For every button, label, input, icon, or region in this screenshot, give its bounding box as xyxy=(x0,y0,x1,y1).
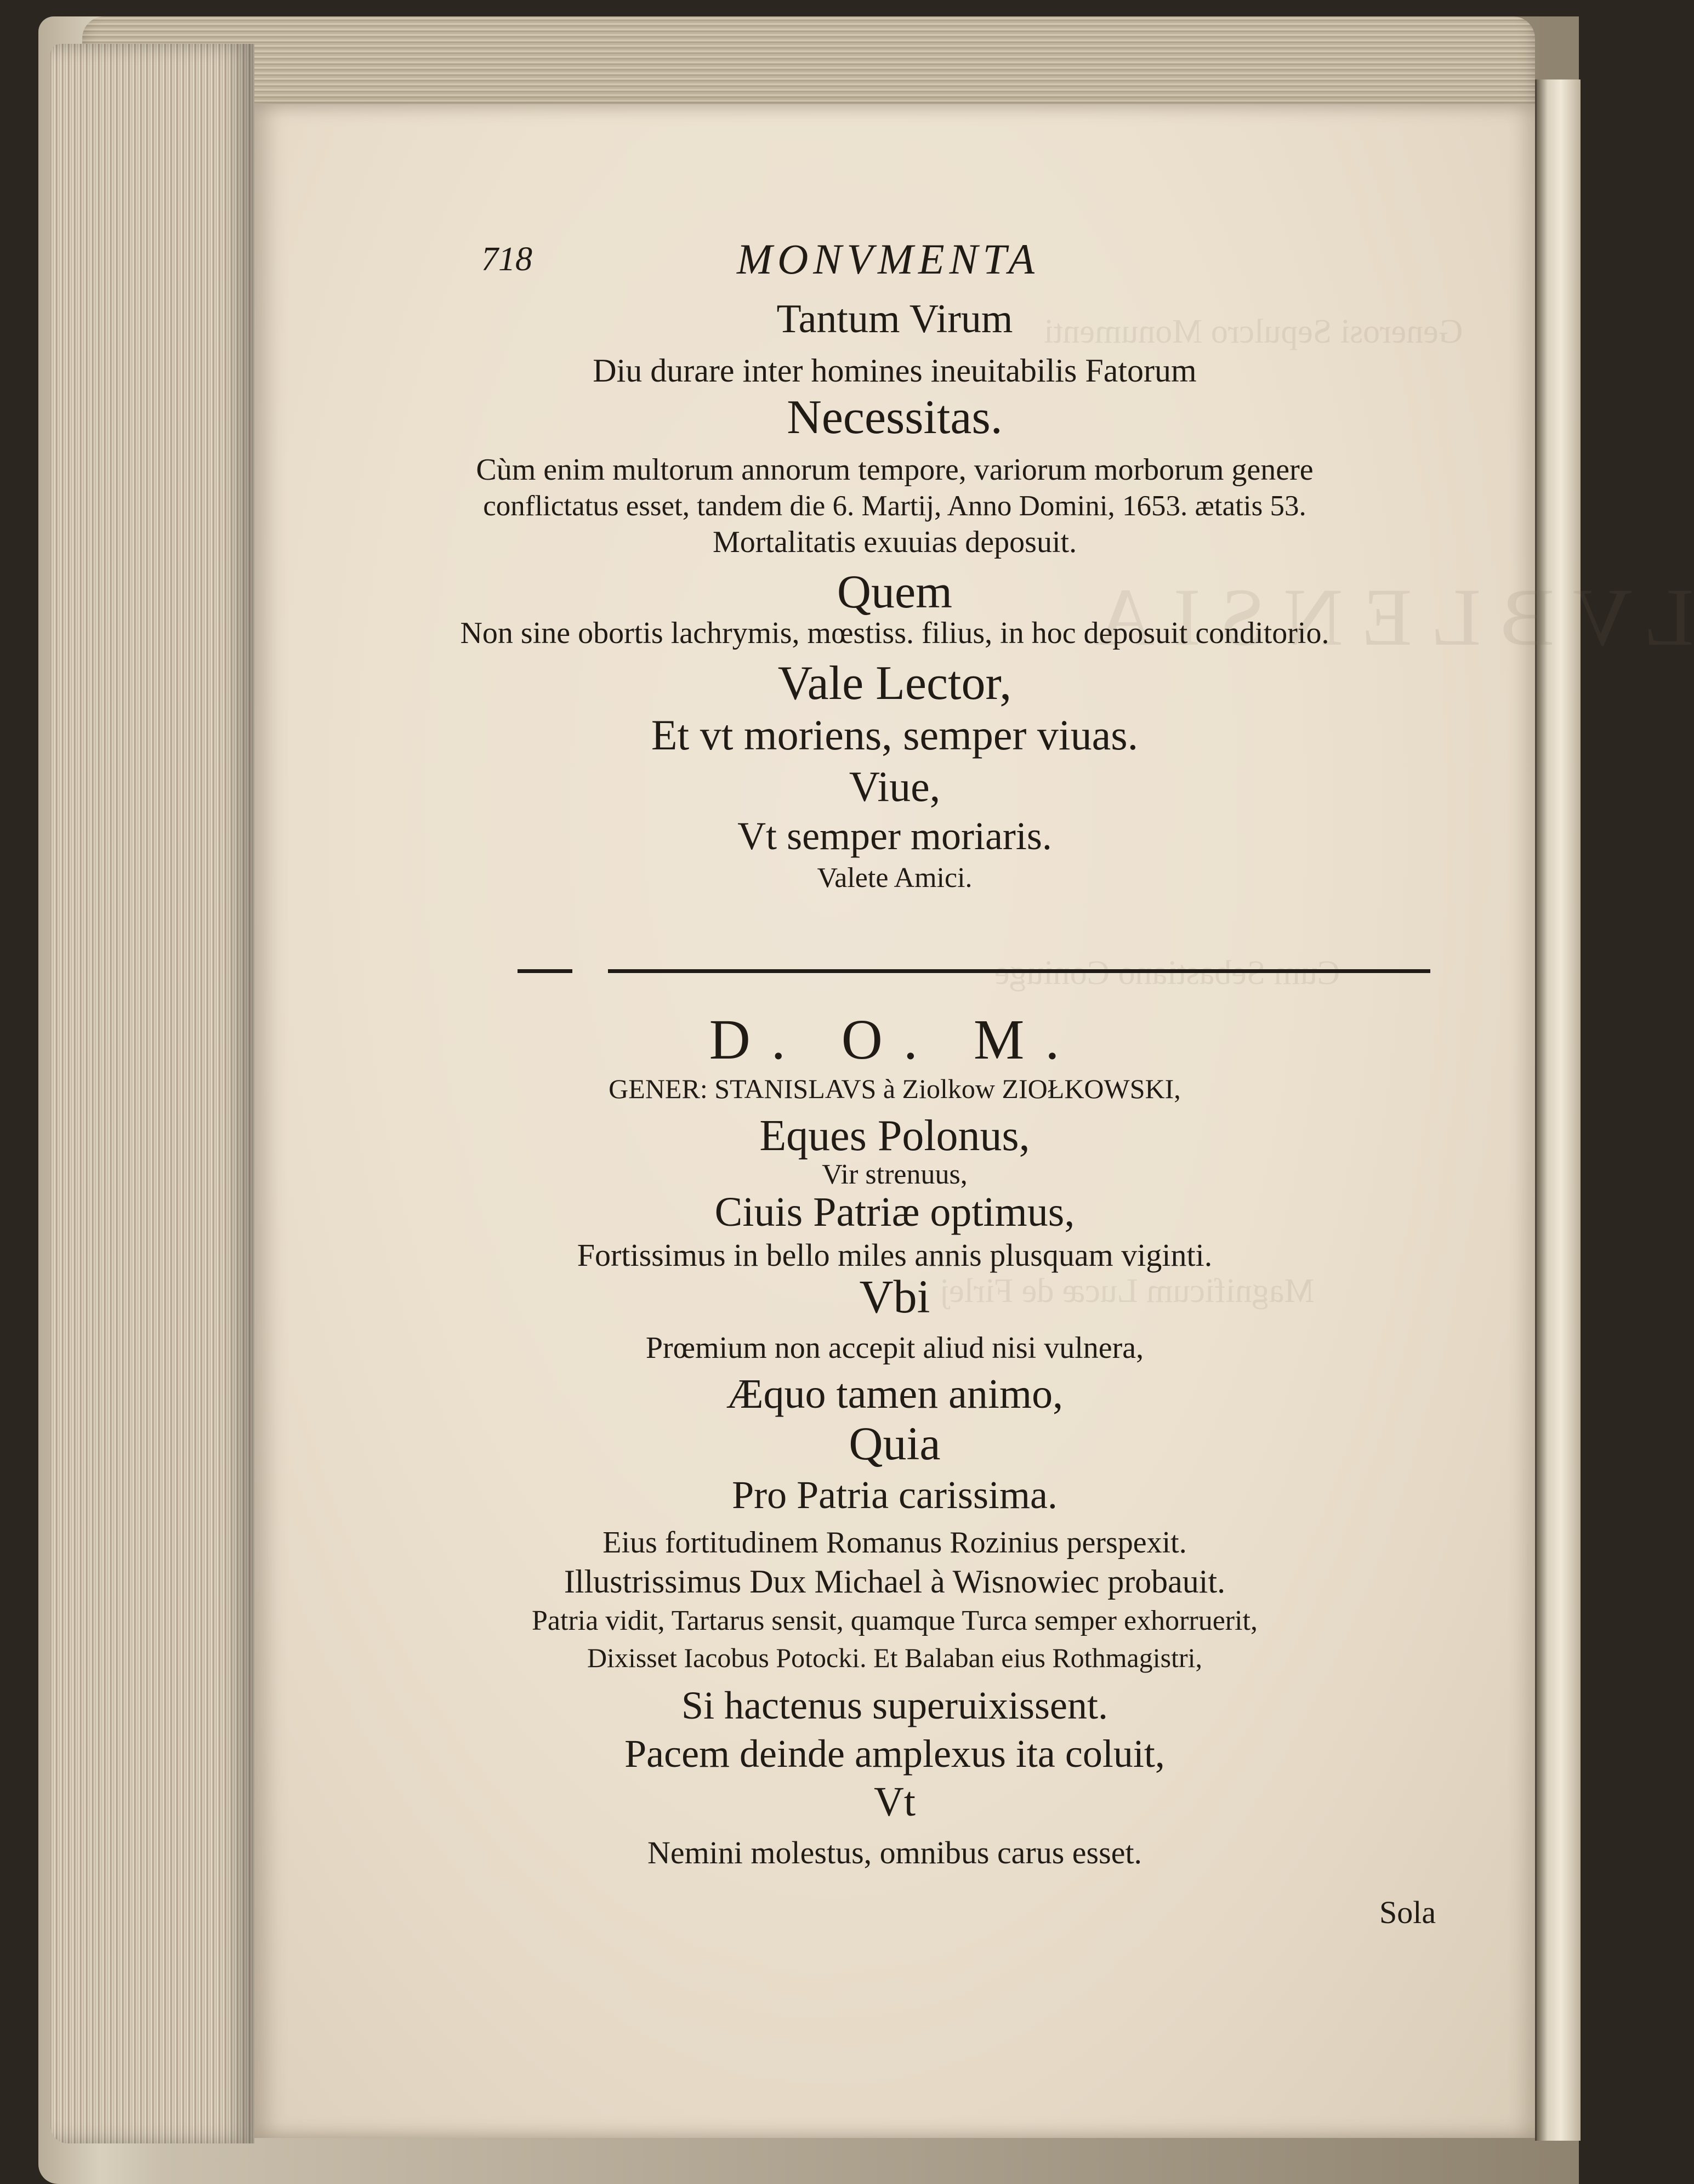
show-through-text: Cum Sebastiano Coniuge xyxy=(994,954,1340,992)
show-through-text: Magnificum Lucæ de Firlej xyxy=(940,1272,1315,1310)
epitaph-bottom-line: Patria vidit, Tartarus sensit, quamque Turca semper exhorruerit, xyxy=(532,1605,1258,1636)
epitaph-bottom-line: Fortissimus in bello miles annis plusquam viginti. xyxy=(577,1237,1213,1273)
epitaph-bottom-line: D. O. M. xyxy=(709,1008,1081,1071)
epitaph-top-line: Vt semper moriaris. xyxy=(737,814,1052,858)
epitaph-top-line: Mortalitatis exuuias deposuit. xyxy=(712,525,1077,559)
epitaph-bottom-line: Eius fortitudinem Romanus Rozinius perspexit. xyxy=(602,1526,1187,1560)
running-title: MONVMENTA xyxy=(737,235,1039,283)
epitaph-bottom-line: Illustrissimus Dux Michael à Wisnowiec probauit. xyxy=(564,1563,1226,1600)
epitaph-top-line: conflictatus esset, tandem die 6. Martij, Anno Domini, 1653. ætatis 53. xyxy=(483,490,1306,522)
epitaph-top-line: Vale Lector, xyxy=(777,657,1012,710)
show-through-text: Generosi Sepulcro Monumenti xyxy=(1044,313,1463,350)
epitaph-bottom-line: Dixisset Iacobus Potocki. Et Balaban eius Rothmagistri, xyxy=(587,1642,1203,1673)
epitaph-bottom-line: Pro Patria carissima. xyxy=(732,1473,1058,1517)
left-page-stack xyxy=(50,44,254,2143)
epitaph-bottom-line: Pacem deinde amplexus ita coluit, xyxy=(624,1732,1165,1776)
epitaph-bottom-line: Vt xyxy=(874,1779,916,1825)
epitaph-bottom-line: Vir strenuus, xyxy=(822,1159,968,1190)
section-divider-long xyxy=(608,969,1430,973)
epitaph-top-line: Quem xyxy=(837,565,953,618)
epitaph-bottom-line: Quia xyxy=(849,1417,941,1470)
epitaph-bottom-line: Æquo tamen animo, xyxy=(726,1371,1064,1417)
epitaph-bottom-line: Nemini molestus, omnibus carus esset. xyxy=(647,1835,1142,1870)
right-page-edge xyxy=(1535,79,1581,2141)
epitaph-top-line: Et vt moriens, semper viuas. xyxy=(651,711,1139,759)
page-number: 718 xyxy=(481,241,532,278)
section-divider-short xyxy=(518,969,572,973)
epitaph-top-line: Tantum Virum xyxy=(776,297,1013,342)
catchword: Sola xyxy=(1379,1895,1436,1930)
epitaph-bottom-line: Vbi xyxy=(859,1270,930,1323)
epitaph-top-line: Viue, xyxy=(849,763,941,810)
epitaph-top-line: Necessitas. xyxy=(787,391,1003,444)
epitaph-bottom-line: Eques Polonus, xyxy=(759,1112,1030,1160)
epitaph-bottom-line: GENER: STANISLAVS à Ziolkow ZIOŁKOWSKI, xyxy=(609,1073,1181,1104)
epitaph-bottom-line: Prœmium non accepit aliud nisi vulnera, xyxy=(645,1331,1144,1365)
epitaph-top-line: Valete Amici. xyxy=(817,862,973,894)
book-page xyxy=(254,104,1694,2138)
epitaph-top-line: Cùm enim multorum annorum tempore, variorum morborum genere xyxy=(476,453,1314,487)
epitaph-bottom-line: Si hactenus superuixissent. xyxy=(681,1684,1108,1727)
show-through-heading: LVBLENSIA xyxy=(1077,572,1694,663)
epitaph-top-line: Diu durare inter homines ineuitabilis Fatorum xyxy=(593,352,1197,389)
epitaph-bottom-line: Ciuis Patriæ optimus, xyxy=(714,1189,1075,1235)
epitaph-top-line: Non sine obortis lachrymis, mœstiss. filius, in hoc deposuit conditorio. xyxy=(460,616,1329,650)
